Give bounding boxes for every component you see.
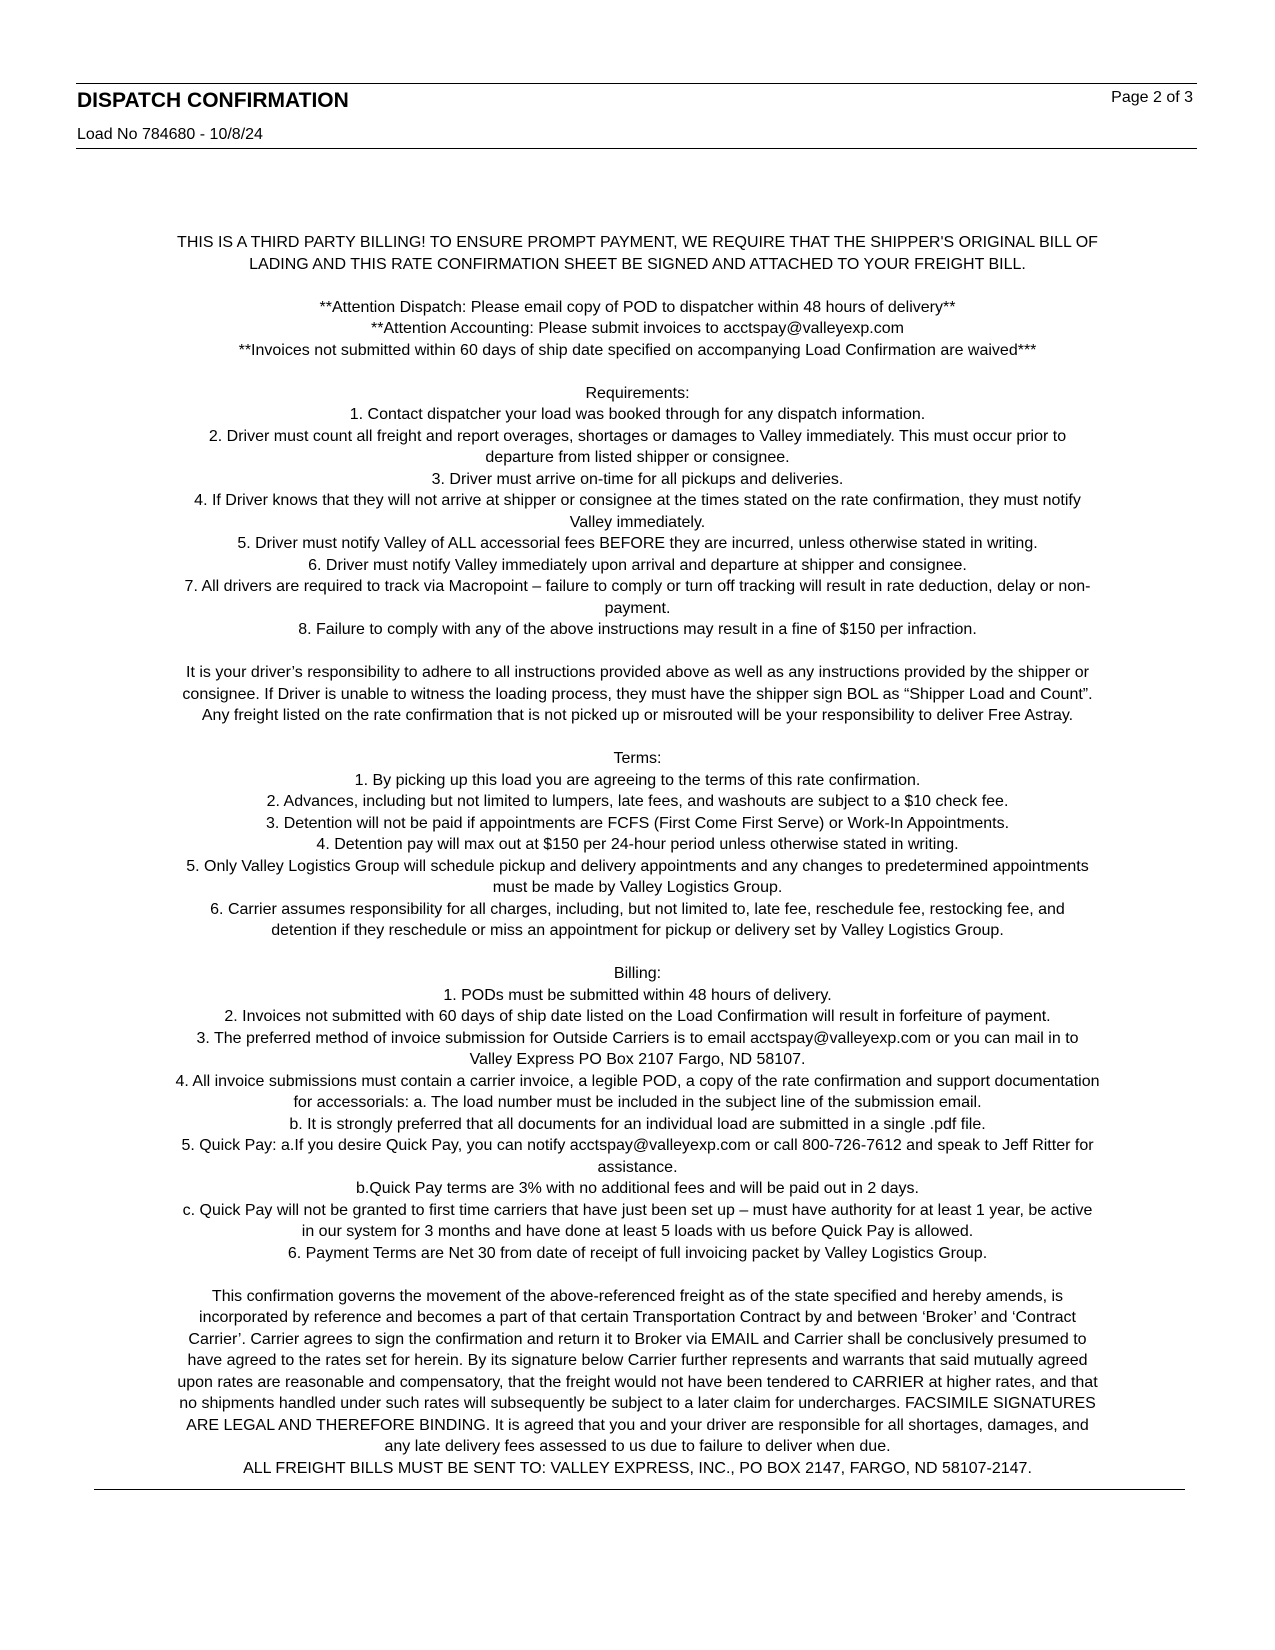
requirements-line: 7. All drivers are required to track via Macropoint – failure to comply or turn off tracking will result in rate deduction, delay or non- [184,578,1091,595]
requirements-line: 4. If Driver knows that they will not arrive at shipper or consignee at the times stated on the rate confirmation, they must notify [194,492,1081,509]
billing-line: c. Quick Pay will not be granted to first time carriers that have just been set up – must have authority for at least 1 year, be active [182,1201,1093,1219]
notice-line: LADING AND THIS RATE CONFIRMATION SHEET BE SIGNED AND ATTACHED TO YOUR FREIGHT BILL. [249,255,1026,273]
billing-line: 6. Payment Terms are Net 30 from date of receipt of full invoicing packet by Valley Logistics Group. [287,1244,988,1262]
header-top-rule [76,83,1197,84]
billing-section [90,963,1185,1264]
attention-section [90,297,1185,362]
terms-line: 3. Detention will not be paid if appointments are FCFS (First Come First Serve) or Work-In Appointments. [265,814,1010,832]
governing-line: have agreed to the rates set for herein. By its signature below Carrier further represents and warrants that said mutually agreed [187,1352,1088,1369]
terms-line: 6. Carrier assumes responsibility for all charges, including, but not limited to, late fee, reschedule fee, restocking fee, and [210,900,1065,918]
requirements-line: Valley immediately. [569,513,706,531]
page-title: DISPATCH CONFIRMATION [77,89,349,112]
terms-section [90,748,1185,942]
governing-line: any late delivery fees assessed to us due to failure to deliver when due. [384,1438,891,1455]
page-number: Page 2 of 3 [1111,89,1193,106]
billing-line: Valley Express PO Box 2107 Fargo, ND 58107. [469,1051,806,1068]
attention-line: **Invoices not submitted within 60 days of ship date specified on accompanying Load Confirmation are waived*** [238,341,1037,359]
responsibility-line: Any freight listed on the rate confirmation that is not picked up or misrouted will be your responsibility to deliver Free Astray. [201,707,1074,724]
billing-line: 1. PODs must be submitted within 48 hours of delivery. [443,986,832,1004]
billing-line: in our system for 3 months and have done at least 5 loads with us before Quick Pay is allowed. [301,1223,974,1240]
freight-bills-address: ALL FREIGHT BILLS MUST BE SENT TO: VALLEY EXPRESS, INC., PO BOX 2147, FARGO, ND 58107-2147. [243,1459,1032,1477]
billing-line: for accessorials: a. The load number must be included in the subject line of the submission email. [293,1094,982,1111]
attention-line: **Attention Dispatch: Please email copy of POD to dispatcher within 48 hours of delivery** [319,298,956,316]
governing-line: This confirmation governs the movement of the above-referenced freight as of the state specified and hereby amends, is [211,1287,1064,1305]
terms-line: 1. By picking up this load you are agreeing to the terms of this rate confirmation. [354,771,921,789]
requirements-line: 1. Contact dispatcher your load was booked through for any dispatch information. [349,406,926,423]
billing-line: 2. Invoices not submitted with 60 days of ship date listed on the Load Confirmation will result in forfeiture of payment. [224,1008,1051,1025]
header-bottom-rule [76,148,1197,149]
billing-line: 4. All invoice submissions must contain a carrier invoice, a legible POD, a copy of the rate confirmation and support documentation [175,1072,1100,1090]
requirements-heading: Requirements: [585,384,690,402]
load-number: Load No 784680 - 10/8/24 [77,126,263,143]
attention-line: **Attention Accounting: Please submit invoices to acctspay@valleyexp.com [371,320,904,337]
requirements-line: 5. Driver must notify Valley of ALL accessorial fees BEFORE they are incurred, unless otherwise stated in writing. [237,535,1038,552]
requirements-line: 6. Driver must notify Valley immediately upon arrival and departure at shipper and consignee. [308,556,967,574]
billing-line: 3. The preferred method of invoice submission for Outside Carriers is to email acctspay@valleyexp.com or you can mail in to [196,1029,1079,1047]
notice-section [90,232,1185,275]
terms-line: must be made by Valley Logistics Group. [492,879,783,896]
requirements-section [90,383,1185,641]
billing-heading: Billing: [613,965,662,982]
terms-line: detention if they reschedule or miss an appointment for pickup or delivery set by Valley Logistics Group. [271,922,1004,939]
responsibility-section [90,662,1185,727]
terms-heading: Terms: [613,750,662,767]
responsibility-line: consignee. If Driver is unable to witness the loading process, they must have the shipper sign BOL as “Shipper Load and Count”. [182,685,1093,703]
footer-rule [94,1489,1185,1490]
billing-line: assistance. [597,1158,678,1176]
billing-line: 5. Quick Pay: a.If you desire Quick Pay, you can notify acctspay@valleyexp.com or call 800-726-7612 and speak to Jeff Ritter for [181,1137,1094,1154]
requirements-line: payment. [604,599,671,617]
requirements-line: 2. Driver must count all freight and report overages, shortages or damages to Valley immediately. This must occur prior to [208,427,1067,445]
governing-line: ARE LEGAL AND THEREFORE BINDING. It is agreed that you and your driver are responsible for all shortages, damages, and [186,1416,1089,1434]
billing-line: b.Quick Pay terms are 3% with no additional fees and will be paid out in 2 days. [356,1180,919,1197]
requirements-line: 8. Failure to comply with any of the above instructions may result in a fine of $150 per infraction. [298,621,977,638]
billing-line: b. It is strongly preferred that all documents for an individual load are submitted in a single .pdf file. [289,1115,986,1133]
governing-line: no shipments handled under such rates will subsequently be subject to a later claim for undercharges. FACSIMILE SIGNATURES [179,1395,1096,1412]
responsibility-line: It is your driver’s responsibility to adhere to all instructions provided above as well as any instructions provided by the shipper or [186,664,1089,681]
requirements-line: departure from listed shipper or consignee. [485,449,790,466]
governing-line: upon rates are reasonable and compensatory, that the freight would not have been tendered to CARRIER at higher rates, and that [177,1373,1098,1391]
notice-line: THIS IS A THIRD PARTY BILLING! TO ENSURE PROMPT PAYMENT, WE REQUIRE THAT THE SHIPPER'S ORIGINAL BILL OF [177,234,1098,251]
document-body [90,232,1185,1479]
terms-line: 4. Detention pay will max out at $150 per 24-hour period unless otherwise stated in writing. [316,836,959,853]
governing-line: incorporated by reference and becomes a part of that certain Transportation Contract by and between ‘Broker’ and ‘Contract [199,1309,1076,1326]
requirements-line: 3. Driver must arrive on-time for all pickups and deliveries. [431,470,844,488]
terms-line: 5. Only Valley Logistics Group will schedule pickup and delivery appointments and any changes to predetermined appointments [186,857,1089,875]
terms-line: 2. Advances, including but not limited to lumpers, late fees, and washouts are subject to a $10 check fee. [266,793,1009,810]
governing-section [90,1286,1185,1480]
governing-line: Carrier’. Carrier agrees to sign the confirmation and return it to Broker via EMAIL and Carrier shall be conclusively presumed to [188,1330,1087,1348]
